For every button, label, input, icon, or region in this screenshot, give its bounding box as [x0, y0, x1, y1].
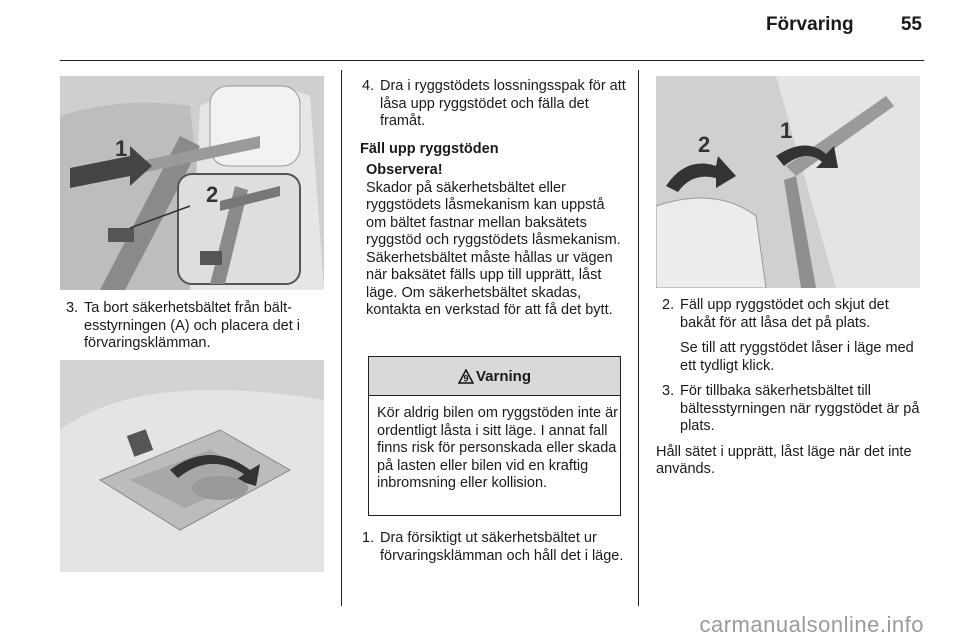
figure-label-1: 1 — [780, 118, 793, 143]
warning-text: Kör aldrig bilen om ryggstöden inte är ordentligt låsta i sitt läge. I annat fall finns risk för personskada eller skada på lasten eller bilen vid en kraftig inbromsning eller kollision. — [377, 405, 618, 491]
figure-label-2: 2 — [698, 132, 711, 157]
step-1: 1. Dra försiktigt ut säkerhetsbältet ur förvaringsklämman och håll det i läge. — [362, 530, 624, 564]
column-divider-left — [341, 70, 342, 606]
page-title: Förvaring — [765, 14, 854, 35]
warning-icon — [458, 369, 474, 384]
warning-box — [368, 356, 621, 516]
figure-seatbelt-guide — [60, 76, 324, 290]
step-3-left: 3. Ta bort säkerhetsbältet från bältesstyrningen (A) och placera det i förvaringsklämman. — [66, 300, 300, 351]
step-3-right: 3. För tillbaka säkerhetsbältet till bältesstyrningen när ryggstödet är på plats. — [662, 383, 920, 434]
notice-block — [356, 162, 626, 320]
svg-text:9: 9 — [463, 373, 469, 383]
page-header — [766, 14, 922, 36]
storage-clip-illustration — [60, 360, 324, 572]
figure-seatback-fold — [656, 76, 920, 288]
figure1-label-1: 1 — [115, 136, 128, 161]
left-column — [60, 300, 332, 361]
section-heading: Fäll upp ryggstöden — [360, 140, 499, 157]
seatbelt-guide-illustration — [60, 76, 324, 290]
step-2-note: Se till att ryggstödet låser i läge med ett tydligt klick. — [680, 340, 914, 374]
column-divider-right — [638, 70, 639, 606]
step-2: 2. Fäll upp ryggstödet och skjut det bakåt för att låsa det på plats. — [662, 297, 889, 331]
watermark: carmanualsonline.info — [699, 612, 924, 637]
closing-text: Håll sätet i upprätt, låst läge när det inte används. — [656, 443, 912, 477]
seatback-fold-illustration — [656, 76, 920, 288]
figure1-label-2: 2 — [206, 182, 219, 207]
figure-storage-clip — [60, 360, 324, 572]
step-4: 4. Dra i ryggstödets lossningsspak för att låsa upp ryggstödet och fälla det framåt. — [362, 78, 626, 129]
notice-title: Observera! — [366, 162, 443, 178]
notice-text: Skador på säkerhetsbältet eller ryggstödets låsmekanism kan uppstå om bältet fastnar mellan baksätets ryggstöd och ryggstödets låsmekanism. Säkerhetsbältet måste hållas ur vägen när baksätet fälls upp till upprätt, låst läge. Om säkerhetsbältet skadas, kontakta en verkstad för att få det bytt. — [366, 179, 621, 318]
header-rule — [60, 60, 924, 61]
warning-header — [369, 357, 620, 396]
middle-column — [356, 78, 626, 320]
right-column — [656, 297, 926, 479]
page-number: 55 — [900, 14, 922, 35]
middle-column-bottom — [356, 530, 626, 573]
warning-title: Varning — [475, 367, 531, 385]
